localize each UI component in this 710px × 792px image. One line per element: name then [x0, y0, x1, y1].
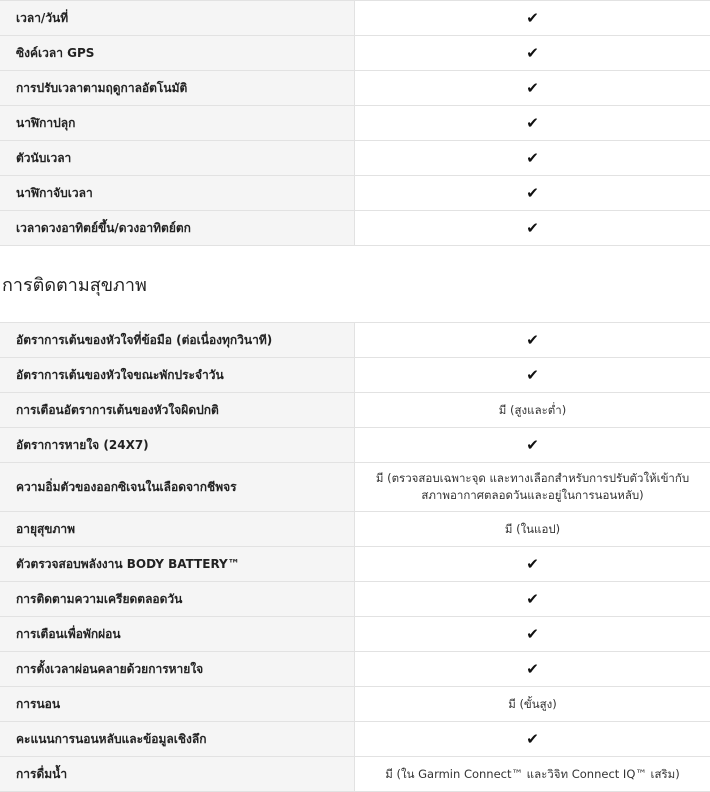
feature-label: ตัวตรวจสอบพลังงาน BODY BATTERY™: [0, 547, 355, 581]
feature-value: [355, 358, 710, 392]
feature-value: มี (ขั้นสูง): [508, 696, 557, 711]
table-row: [0, 106, 710, 141]
table-row: [0, 652, 710, 687]
feature-label: การตั้งเวลาผ่อนคลายด้วยการหายใจ: [0, 652, 355, 686]
feature-value: [355, 1, 710, 35]
feature-label: เวลา/วันที่: [0, 1, 355, 35]
feature-label: อัตราการหายใจ (24X7): [0, 428, 355, 462]
checkmark-icon: ✔: [526, 729, 539, 748]
feature-value: [355, 722, 710, 756]
feature-value: [355, 71, 710, 105]
table-row: [0, 582, 710, 617]
feature-label: การนอน: [0, 687, 355, 721]
feature-value: [355, 211, 710, 245]
table-row: [0, 687, 710, 722]
table-row: [0, 547, 710, 582]
feature-value: [355, 106, 710, 140]
table-row: [0, 71, 710, 106]
checkmark-icon: ✔: [526, 554, 539, 573]
feature-label: ความอิ่มตัวของออกซิเจนในเลือดจากชีพจร: [0, 463, 355, 511]
feature-value: [355, 617, 710, 651]
table-row: [0, 1, 710, 36]
time-feature-table: [0, 0, 710, 246]
table-row: [0, 323, 710, 358]
feature-value: [355, 582, 710, 616]
feature-value: มี (ในแอป): [504, 521, 561, 536]
feature-label: ซิงค์เวลา GPS: [0, 36, 355, 70]
table-row: [0, 36, 710, 71]
checkmark-icon: ✔: [526, 435, 539, 454]
table-row: [0, 393, 710, 428]
table-row: [0, 428, 710, 463]
feature-label: การเตือนอัตราการเต้นของหัวใจผิดปกติ: [0, 393, 355, 427]
feature-label: อายุสุขภาพ: [0, 512, 355, 546]
feature-label: อัตราการเต้นของหัวใจขณะพักประจำวัน: [0, 358, 355, 392]
feature-value: [355, 652, 710, 686]
table-row: [0, 757, 710, 792]
feature-label: การเตือนเพื่อพักผ่อน: [0, 617, 355, 651]
table-row: [0, 617, 710, 652]
feature-label: การติดตามความเครียดตลอดวัน: [0, 582, 355, 616]
table-row: [0, 722, 710, 757]
checkmark-icon: ✔: [526, 43, 539, 62]
table-row: [0, 512, 710, 547]
feature-value: [355, 323, 710, 357]
feature-label: คะแนนการนอนหลับและข้อมูลเชิงลึก: [0, 722, 355, 756]
table-row: [0, 141, 710, 176]
feature-value: [355, 547, 710, 581]
health-feature-table: [0, 322, 710, 792]
feature-label: นาฬิกาปลุก: [0, 106, 355, 140]
feature-value: มี (สูงและต่ำ): [498, 402, 567, 417]
checkmark-icon: ✔: [526, 8, 539, 27]
feature-value: [355, 36, 710, 70]
checkmark-icon: ✔: [526, 218, 539, 237]
feature-label: เวลาดวงอาทิตย์ขึ้น/ดวงอาทิตย์ตก: [0, 211, 355, 245]
feature-value: มี (ใน Garmin Connect™ และวิจิท Connect IQ™ เสริม): [385, 766, 680, 781]
checkmark-icon: ✔: [526, 365, 539, 384]
feature-value: [355, 141, 710, 175]
feature-label: นาฬิกาจับเวลา: [0, 176, 355, 210]
checkmark-icon: ✔: [526, 148, 539, 167]
feature-label: อัตราการเต้นของหัวใจที่ข้อมือ (ต่อเนื่องทุกวินาที): [0, 323, 355, 357]
checkmark-icon: ✔: [526, 183, 539, 202]
feature-value: [355, 176, 710, 210]
feature-label: การดื่มน้ำ: [0, 757, 355, 791]
checkmark-icon: ✔: [526, 589, 539, 608]
table-row: [0, 463, 710, 512]
feature-label: การปรับเวลาตามฤดูกาลอัตโนมัติ: [0, 71, 355, 105]
checkmark-icon: ✔: [526, 113, 539, 132]
checkmark-icon: ✔: [526, 330, 539, 349]
checkmark-icon: ✔: [526, 659, 539, 678]
section-title: การติดตามสุขภาพ: [2, 274, 147, 296]
checkmark-icon: ✔: [526, 78, 539, 97]
feature-value: มี (ตรวจสอบเฉพาะจุด และทางเลือกสำหรับการปรับตัวให้เข้ากับสภาพอากาศตลอดวันและอยู่ในการนอนหลับ): [375, 471, 690, 502]
feature-label: ตัวนับเวลา: [0, 141, 355, 175]
table-row: [0, 176, 710, 211]
table-row: [0, 358, 710, 393]
checkmark-icon: ✔: [526, 624, 539, 643]
feature-value: [355, 428, 710, 462]
table-row: [0, 211, 710, 246]
